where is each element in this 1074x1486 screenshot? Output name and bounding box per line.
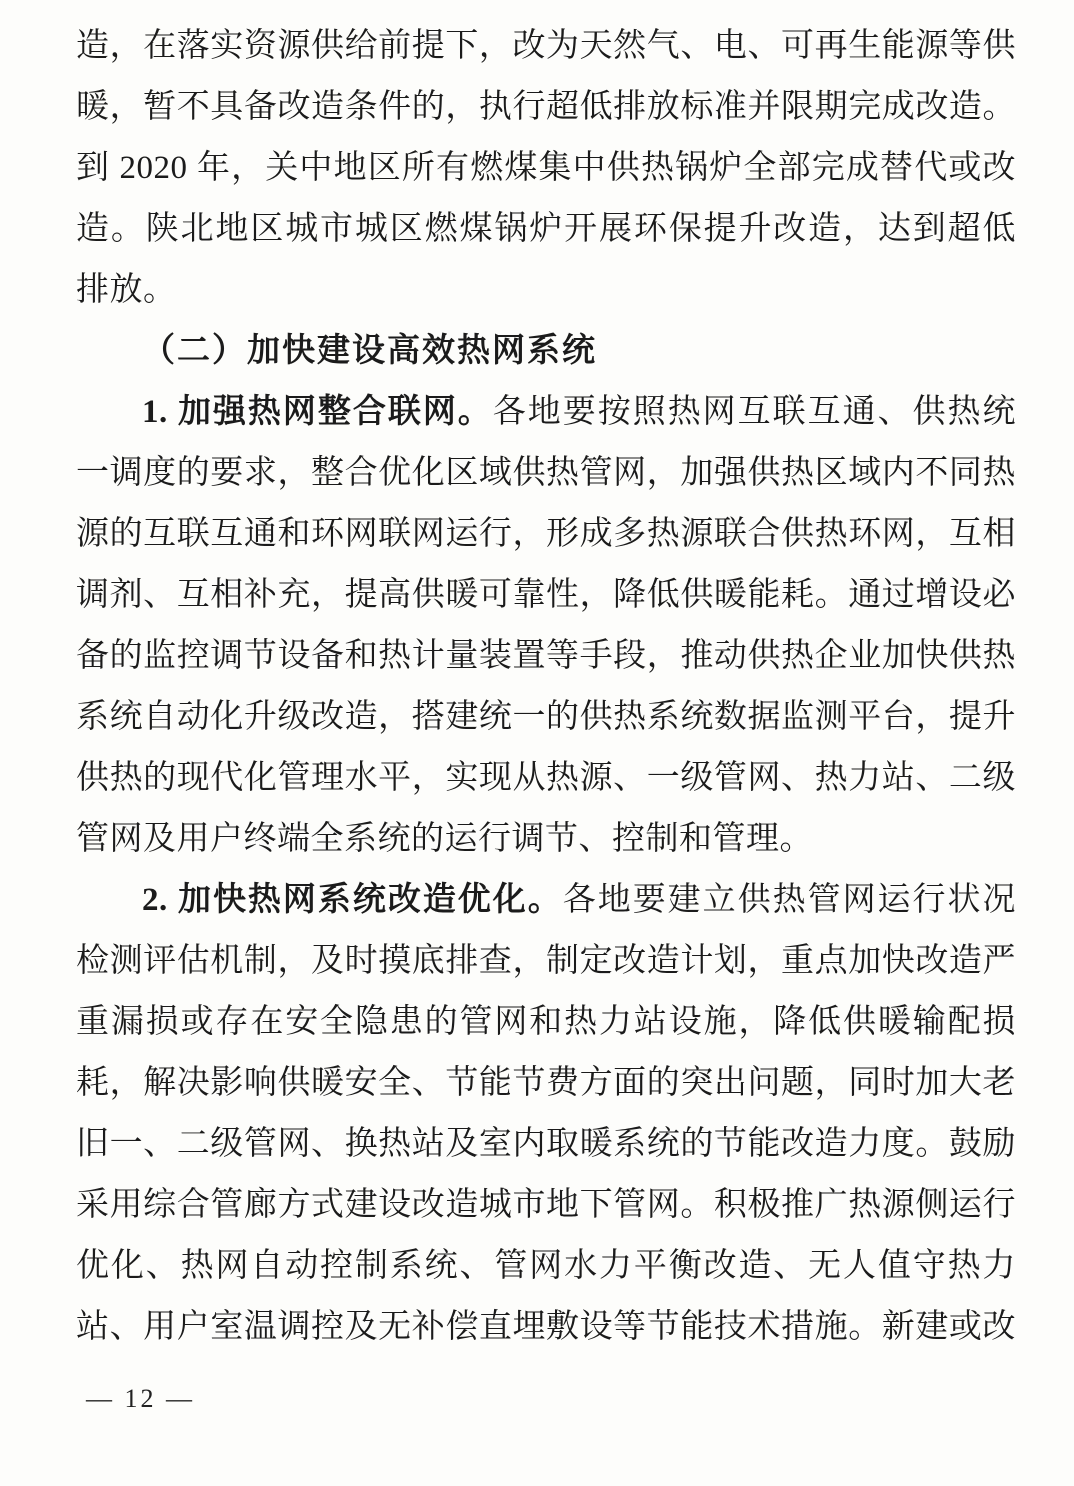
page-footer [76,1384,1016,1414]
text-line: 站、用户室温调控及无补偿直埋敷设等节能技术措施。新建或改 [76,1309,1016,1345]
text-line: 采用综合管廊方式建设改造城市地下管网。积极推广热源侧运行 [76,1187,1016,1223]
text-line: 系统自动化升级改造，搭建统一的供热系统数据监测平台，提升 [76,699,1016,735]
item1-first-line-rest: 各地要按照热网互联互通、供热统 [492,394,1017,430]
item2-first-line-rest: 各地要建立供热管网运行状况 [562,882,1017,918]
text-line: 到 2020 年，关中地区所有燃煤集中供热锅炉全部完成替代或改 [76,150,1016,186]
text-line: 源的互联互通和环网联网运行，形成多热源联合供热环网，互相 [76,516,1016,552]
text-line: 排放。 [76,272,177,308]
text-line: 造，在落实资源供给前提下，改为天然气、电、可再生能源等供 [76,28,1016,64]
text-line: 调剂、互相补充，提高供暖可靠性，降低供暖能耗。通过增设必 [76,577,1016,613]
text-line: 耗，解决影响供暖安全、节能节费方面的突出问题，同时加大老 [76,1065,1016,1101]
text-line: 重漏损或存在安全隐患的管网和热力站设施，降低供暖输配损 [76,1004,1016,1040]
text-line: 造。陕北地区城市城区燃煤锅炉开展环保提升改造，达到超低 [76,211,1016,247]
text-line: 旧一、二级管网、换热站及室内取暖系统的节能改造力度。鼓励 [76,1126,1016,1162]
text-line: 一调度的要求，整合优化区域供热管网，加强供热区域内不同热 [76,455,1016,491]
section-heading: （二）加快建设高效热网系统 [142,333,597,369]
page-number: — 12 — [86,1384,195,1413]
item2-lead: 2. 加快热网系统改造优化。 [142,882,563,918]
text-line [76,382,1016,443]
text-line: 暖，暂不具备改造条件的，执行超低排放标准并限期完成改造。 [76,89,1016,125]
text-line: 优化、热网自动控制系统、管网水力平衡改造、无人值守热力 [76,1248,1016,1284]
text-line: 备的监控调节设备和热计量装置等手段，推动供热企业加快供热 [76,638,1016,674]
text-line [76,870,1016,931]
text-line: 管网及用户终端全系统的运行调节、控制和管理。 [76,821,813,857]
text-line: 供热的现代化管理水平，实现从热源、一级管网、热力站、二级 [76,760,1016,796]
text-line: 检测评估机制，及时摸底排查，制定改造计划，重点加快改造严 [76,943,1016,979]
item1-lead: 1. 加强热网整合联网。 [142,394,493,430]
